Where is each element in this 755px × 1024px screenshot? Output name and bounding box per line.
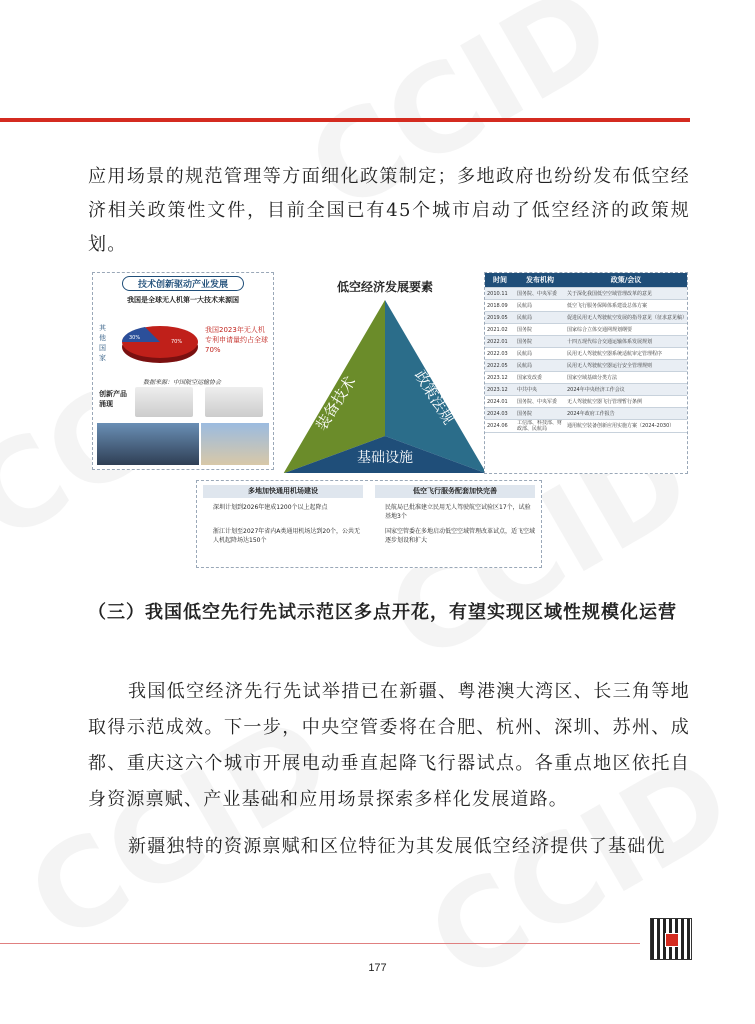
low-altitude-economy-figure — [88, 268, 688, 570]
triangle-bottom-label: 基础设施 — [357, 450, 413, 466]
table-row — [485, 288, 687, 300]
table-cell: 2024.01 — [485, 396, 515, 408]
table-row — [485, 372, 687, 384]
list-item: 浙江计划至2027年省内A类通用机场达到20个，公共无人机起降场达150个 — [213, 528, 361, 544]
table-cell: 2022.05 — [485, 360, 515, 372]
paragraph-text: 新疆独特的资源禀赋和区位特征为其发展低空经济提供了基础优 — [128, 836, 666, 857]
table-cell: 2024.06 — [485, 420, 515, 433]
table-cell: 无人驾驶航空器飞行管理暂行条例 — [565, 396, 687, 408]
paragraph-text: 我国低空经济先行先试举措已在新疆、粤港澳大湾区、长三角等地取得示范成效。下一步，中央空管委将在合肥、杭州、深圳、苏州、成都、重庆这六个城市开展电动垂直起降飞行器试点。各重点地区依托自身资源禀赋、产业基础和应用场景探索多样化发展道路。 — [88, 681, 690, 810]
triangle-title: 低空经济发展要素 — [336, 280, 433, 294]
table-cell: 2021.02 — [485, 324, 515, 336]
paragraph-intro: 应用场景的规范管理等方面细化政策制定；多地政府也纷纷发布低空经济相关政策性文件，目前全国已有45个城市启动了低空经济的政策规划。 — [88, 166, 690, 255]
patent-pie-chart — [115, 319, 205, 369]
table-cell: 民航局 — [515, 348, 565, 360]
triangle-right-label: 政策法规 — [410, 367, 458, 428]
table-cell: 2023.12 — [485, 372, 515, 384]
helicopter-drone-image — [201, 423, 269, 465]
table-row — [485, 408, 687, 420]
policy-table — [485, 273, 687, 433]
table-cell: 促进民用无人驾驶航空发展的指导意见（征求意见稿） — [565, 312, 687, 324]
tech-panel-subtitle: 我国是全球无人机第一大技术来源国 — [127, 296, 239, 304]
paragraph-xinjiang — [88, 830, 690, 864]
table-cell: 民航局 — [515, 360, 565, 372]
table-row — [485, 324, 687, 336]
table-cell: 民航局 — [515, 300, 565, 312]
section-heading: （三）我国低空先行先试示范区多点开花，有望实现区域性规模化运营 — [88, 602, 677, 623]
table-cell: 通用航空装备创新应用实施方案（2024-2030） — [565, 420, 687, 433]
pie-label-china: 70% — [171, 339, 183, 345]
footer-rule — [0, 943, 640, 944]
table-row — [485, 336, 687, 348]
airport-construction-title: 多地加快通用机场建设 — [203, 485, 363, 498]
table-row — [485, 300, 687, 312]
table-cell: 低空飞行服务保障体系建设总体方案 — [565, 300, 687, 312]
development-triangle — [280, 296, 490, 476]
other-countries-label: 其他国家 — [99, 324, 106, 362]
tech-panel-title: 技术创新驱动产业发展 — [122, 276, 244, 291]
qr-code — [650, 918, 692, 960]
table-cell: 国务院 — [515, 324, 565, 336]
page-number: 177 — [368, 962, 387, 974]
table-cell: 2024.03 — [485, 408, 515, 420]
table-cell: 国家空域基础分类方法 — [565, 372, 687, 384]
table-row — [485, 420, 687, 433]
table-cell: 十四五现代综合交通运输体系发展规划 — [565, 336, 687, 348]
data-source: 数据来源：中国航空运输协会 — [143, 379, 222, 386]
table-cell: 2024年政府工作报告 — [565, 408, 687, 420]
tech-innovation-panel — [92, 272, 274, 470]
table-cell: 2010.11 — [485, 288, 515, 300]
table-cell: 民航局 — [515, 312, 565, 324]
list-item: 深圳计划到2026年建成1200个以上起降点 — [213, 504, 328, 511]
policy-table-header — [485, 273, 687, 288]
table-cell: 2022.01 — [485, 336, 515, 348]
table-cell: 国务院 — [515, 336, 565, 348]
qr-logo-icon — [665, 933, 679, 947]
table-row — [485, 396, 687, 408]
table-row — [485, 348, 687, 360]
products-label: 创新产品涌现 — [99, 390, 127, 408]
table-row — [485, 312, 687, 324]
table-row — [485, 384, 687, 396]
table-cell: 国务院 — [515, 408, 565, 420]
column-header: 时间 — [485, 273, 515, 288]
pie-label-other: 30% — [129, 335, 141, 341]
table-cell: 2019.05 — [485, 312, 515, 324]
paragraph-pilot-zones — [88, 674, 690, 818]
table-cell: 国家发改委 — [515, 372, 565, 384]
table-cell: 中共中央 — [515, 384, 565, 396]
table-row — [485, 360, 687, 372]
infrastructure-panel — [196, 480, 542, 568]
table-cell: 2024年中央经济工作会议 — [565, 384, 687, 396]
triangle-left-label: 装备技术 — [312, 373, 360, 434]
drone-image-2 — [205, 387, 263, 417]
table-cell: 工信部、科技部、财政部、民航局 — [515, 420, 565, 433]
table-cell: 2018.09 — [485, 300, 515, 312]
pie-note: 我国2023年无人机专利申请量约占全球70% — [205, 326, 268, 354]
flight-service-title: 低空飞行服务配套加快完善 — [375, 485, 535, 498]
header-rule — [0, 118, 690, 122]
list-item: 国家空管委在多地启动低空空域管理改革试点，适飞空域逐步划设和扩大 — [385, 528, 536, 544]
table-cell: 民用无人驾驶航空器系统适航审定管理程序 — [565, 348, 687, 360]
table-cell: 2022.03 — [485, 348, 515, 360]
list-item: 民航局已批准建立民用无人驾驶航空试验区17个，试验基地3个 — [385, 504, 531, 520]
table-cell: 国务院、中央军委 — [515, 396, 565, 408]
table-cell: 关于深化我国低空空域管理改革的意见 — [565, 288, 687, 300]
table-cell: 国务院、中央军委 — [515, 288, 565, 300]
column-header: 政策/会议 — [565, 273, 687, 288]
drone-image-1 — [135, 387, 193, 417]
policy-table-panel — [484, 272, 688, 474]
table-cell: 2023.12 — [485, 384, 515, 396]
column-header: 发布机构 — [515, 273, 565, 288]
flying-car-image — [97, 423, 199, 465]
table-cell: 国家综合立体交通网规划纲要 — [565, 324, 687, 336]
table-cell: 民用无人驾驶航空器运行安全管理规则 — [565, 360, 687, 372]
